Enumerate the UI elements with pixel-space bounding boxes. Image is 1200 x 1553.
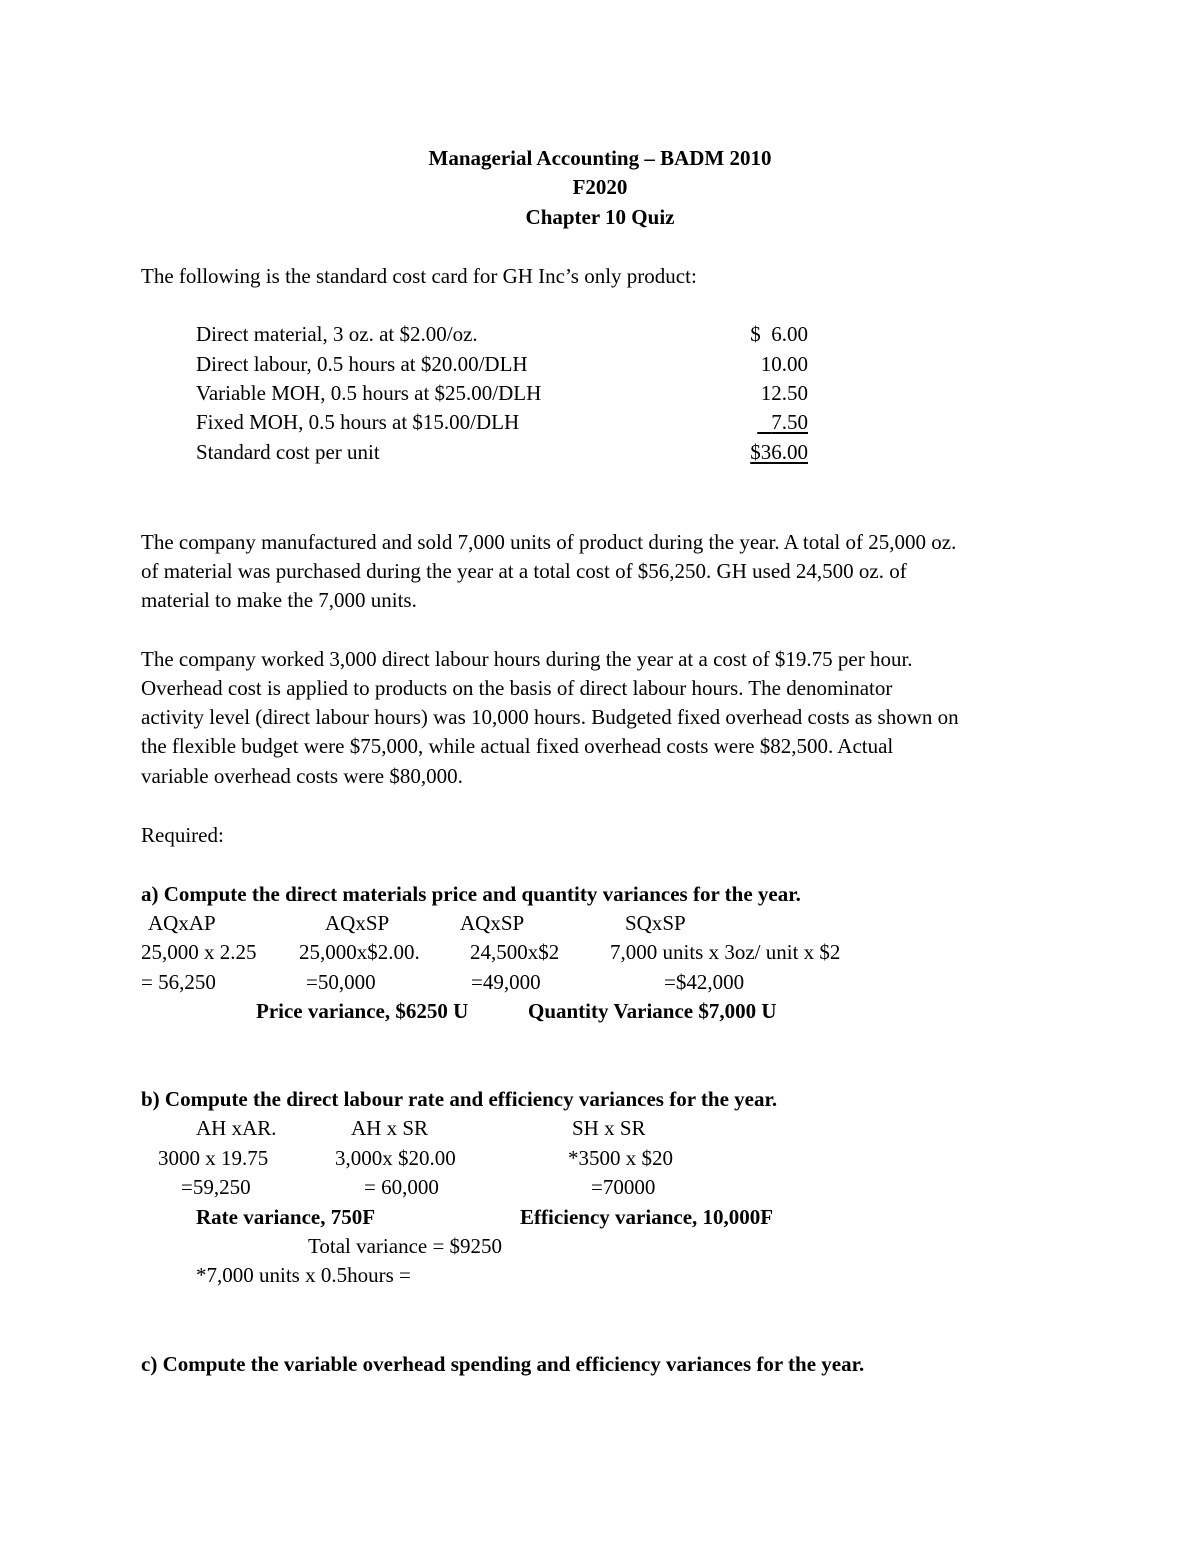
part-a-result: = 56,250 <box>141 970 216 994</box>
cost-item-amount: 12.50 <box>760 381 808 405</box>
part-a-calc: 25,000x$2.00. <box>299 940 420 964</box>
rate-variance: Rate variance, 750F <box>196 1205 376 1229</box>
part-b-header: SH x SR <box>572 1116 646 1140</box>
part-a-header: AQxSP <box>460 911 525 935</box>
part-a-result: =50,000 <box>306 970 376 994</box>
part-b-calc: *3500 x $20 <box>568 1146 673 1170</box>
course-title: Managerial Accounting – BADM 2010 <box>428 146 772 170</box>
fixed-moh-amount: 7.50 <box>771 410 808 434</box>
cost-item-label: Direct labour, 0.5 hours at $20.00/DLH <box>196 352 528 376</box>
quantity-variance: Quantity Variance $7,000 U <box>528 999 777 1023</box>
paragraph-line: activity level (direct labour hours) was 10,000 hours. Budgeted fixed overhead costs as shown on <box>141 705 959 729</box>
part-a-result: =49,000 <box>471 970 541 994</box>
paragraph-line: material to make the 7,000 units. <box>141 588 417 612</box>
cost-item-label: Fixed MOH, 0.5 hours at $15.00/DLH <box>196 410 520 434</box>
paragraph-line: variable overhead costs were $80,000. <box>141 764 463 788</box>
paragraph-line: The company worked 3,000 direct labour hours during the year at a cost of $19.75 per hour. <box>141 647 913 671</box>
part-a-header: AQxAP <box>148 911 216 935</box>
part-b-result: = 60,000 <box>364 1175 439 1199</box>
cost-item-amount <box>757 412 808 433</box>
part-a-header: AQxSP <box>325 911 390 935</box>
intro-text: The following is the standard cost card for GH Inc’s only product: <box>141 264 697 288</box>
cost-item-amount: 10.00 <box>760 352 808 376</box>
cost-item-amount: $ 6.00 <box>750 322 808 346</box>
part-a-calc: 24,500x$2 <box>470 940 560 964</box>
part-a-calc: 7,000 units x 3oz/ unit x $2 <box>610 940 841 964</box>
efficiency-variance: Efficiency variance, 10,000F <box>520 1205 774 1229</box>
paragraph-line: The company manufactured and sold 7,000 units of product during the year. A total of 25,000 oz. <box>141 530 957 554</box>
price-variance: Price variance, $6250 U <box>256 999 469 1023</box>
part-b-calc: 3000 x 19.75 <box>158 1146 269 1170</box>
paragraph-line: the flexible budget were $75,000, while actual fixed overhead costs were $82,500. Actual <box>141 734 894 758</box>
part-c-question: c) Compute the variable overhead spending and efficiency variances for the year. <box>141 1352 865 1376</box>
required-label: Required: <box>141 823 224 847</box>
part-a-calc: 25,000 x 2.25 <box>141 940 257 964</box>
paragraph-line: Overhead cost is applied to products on the basis of direct labour hours. The denominator <box>141 676 893 700</box>
part-b-result: =70000 <box>591 1175 656 1199</box>
cost-item-label: Direct material, 3 oz. at $2.00/oz. <box>196 322 478 346</box>
total-variance: Total variance = $9250 <box>308 1234 503 1258</box>
part-a-question: a) Compute the direct materials price and quantity variances for the year. <box>141 882 801 906</box>
quiz-title: Chapter 10 Quiz <box>525 205 675 229</box>
part-b-header: AH xAR. <box>196 1116 277 1140</box>
cost-total-amount: $36.00 <box>750 440 808 464</box>
part-a-header: SQxSP <box>625 911 686 935</box>
part-b-result: =59,250 <box>181 1175 251 1199</box>
part-a-result: =$42,000 <box>664 970 745 994</box>
cost-total-label: Standard cost per unit <box>196 440 380 464</box>
cost-item-label: Variable MOH, 0.5 hours at $25.00/DLH <box>196 381 542 405</box>
part-b-calc: 3,000x $20.00 <box>335 1146 456 1170</box>
paragraph-line: of material was purchased during the year at a total cost of $56,250. GH used 24,500 oz. of <box>141 559 907 583</box>
part-b-question: b) Compute the direct labour rate and efficiency variances for the year. <box>141 1087 778 1111</box>
part-b-header: AH x SR <box>351 1116 429 1140</box>
footnote: *7,000 units x 0.5hours = <box>196 1263 411 1287</box>
term-label: F2020 <box>572 175 628 199</box>
